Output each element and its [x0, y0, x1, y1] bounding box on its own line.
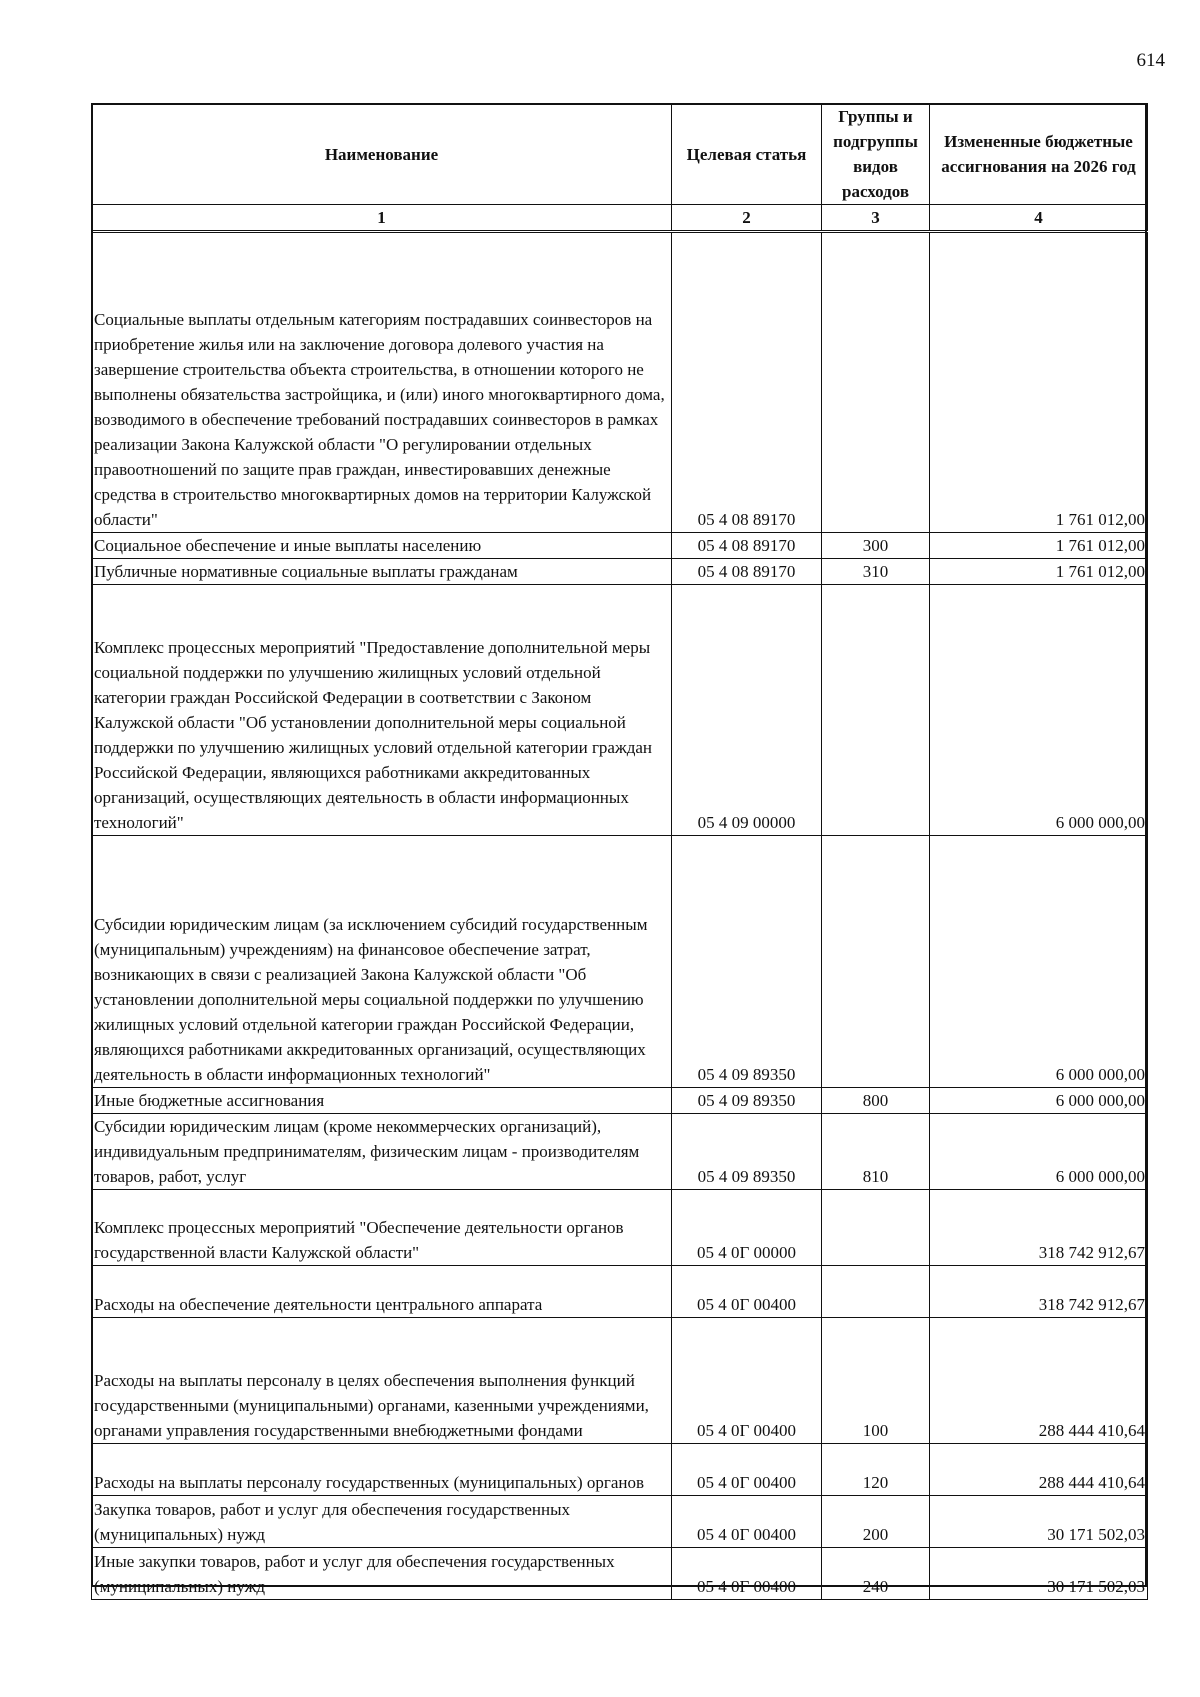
table-row — [92, 232, 1148, 533]
table-row — [92, 1444, 1148, 1496]
row-expense-group: 100 — [822, 1318, 930, 1444]
row-target-code: 05 4 08 89170 — [672, 559, 822, 585]
table-row — [92, 559, 1148, 585]
row-amount: 1 761 012,00 — [930, 559, 1148, 585]
row-name: Расходы на выплаты персоналу государственных (муниципальных) органов — [92, 1444, 672, 1496]
page-number: 614 — [1136, 50, 1165, 71]
row-amount: 30 171 502,03 — [930, 1548, 1148, 1600]
row-name: Расходы на выплаты персоналу в целях обеспечения выполнения функций государственными (муниципальными) органами, казенными учреждениями, органами управления государственными внебюджетными фондами — [92, 1318, 672, 1444]
row-name: Закупка товаров, работ и услуг для обеспечения государственных (муниципальных) нужд — [92, 1496, 672, 1548]
row-target-code: 05 4 0Г 00000 — [672, 1190, 822, 1266]
row-expense-group — [822, 836, 930, 1088]
row-target-code: 05 4 0Г 00400 — [672, 1318, 822, 1444]
row-amount: 6 000 000,00 — [930, 1114, 1148, 1190]
row-amount: 288 444 410,64 — [930, 1444, 1148, 1496]
row-target-code: 05 4 08 89170 — [672, 533, 822, 559]
row-amount: 30 171 502,03 — [930, 1496, 1148, 1548]
column-number: 3 — [822, 205, 930, 232]
table-row — [92, 836, 1148, 1088]
row-amount: 6 000 000,00 — [930, 1088, 1148, 1114]
column-number: 2 — [672, 205, 822, 232]
row-name: Расходы на обеспечение деятельности центрального аппарата — [92, 1266, 672, 1318]
row-expense-group — [822, 232, 930, 533]
row-expense-group — [822, 1190, 930, 1266]
row-amount: 288 444 410,64 — [930, 1318, 1148, 1444]
row-expense-group: 810 — [822, 1114, 930, 1190]
row-name: Субсидии юридическим лицам (за исключением субсидий государственным (муниципальным) учреждениям) на финансовое обеспечение затрат, возникающих в связи с реализацией Закона Калужской области "Об установлении дополнительной меры социальной поддержки по улучшению жилищных условий отдельной категории граждан Российской Федерации, являющихся работниками аккредитованных организаций, осуществляющих деятельность в области информационных технологий" — [92, 836, 672, 1088]
row-target-code: 05 4 09 00000 — [672, 585, 822, 836]
table-row — [92, 1190, 1148, 1266]
row-expense-group: 200 — [822, 1496, 930, 1548]
row-name: Комплекс процессных мероприятий "Предоставление дополнительной меры социальной поддержки по улучшению жилищных условий отдельной категории граждан Российской Федерации в соответствии с Законом Калужской области "Об установлении дополнительной меры социальной поддержки по улучшению жилищных условий отдельной категории граждан Российской Федерации, являющихся работниками аккредитованных организаций, осуществляющих деятельность в области информационных технологий" — [92, 585, 672, 836]
header-amount: Измененные бюджетные ассигнования на 2026 год — [930, 104, 1148, 205]
row-amount: 318 742 912,67 — [930, 1266, 1148, 1318]
row-expense-group: 120 — [822, 1444, 930, 1496]
row-amount: 318 742 912,67 — [930, 1190, 1148, 1266]
row-expense-group: 800 — [822, 1088, 930, 1114]
row-name: Комплекс процессных мероприятий "Обеспечение деятельности органов государственной власти Калужской области" — [92, 1190, 672, 1266]
budget-table — [91, 103, 1148, 1600]
column-number: 4 — [930, 205, 1148, 232]
row-target-code: 05 4 0Г 00400 — [672, 1266, 822, 1318]
row-target-code: 05 4 08 89170 — [672, 232, 822, 533]
row-target-code: 05 4 09 89350 — [672, 836, 822, 1088]
row-name: Социальное обеспечение и иные выплаты населению — [92, 533, 672, 559]
row-name: Субсидии юридическим лицам (кроме некоммерческих организаций), индивидуальным предпринимателям, физическим лицам - производителям товаров, работ, услуг — [92, 1114, 672, 1190]
row-target-code: 05 4 0Г 00400 — [672, 1548, 822, 1600]
row-target-code: 05 4 0Г 00400 — [672, 1444, 822, 1496]
row-amount: 1 761 012,00 — [930, 533, 1148, 559]
table-row — [92, 1114, 1148, 1190]
table-row — [92, 585, 1148, 836]
table-row — [92, 1548, 1148, 1600]
row-amount: 6 000 000,00 — [930, 836, 1148, 1088]
row-name: Иные закупки товаров, работ и услуг для обеспечения государственных (муниципальных) нужд — [92, 1548, 672, 1600]
column-number: 1 — [92, 205, 672, 232]
row-expense-group: 240 — [822, 1548, 930, 1600]
table-row — [92, 533, 1148, 559]
row-expense-group: 300 — [822, 533, 930, 559]
row-target-code: 05 4 0Г 00400 — [672, 1496, 822, 1548]
row-amount: 6 000 000,00 — [930, 585, 1148, 836]
table-row — [92, 1088, 1148, 1114]
row-name: Иные бюджетные ассигнования — [92, 1088, 672, 1114]
row-name: Публичные нормативные социальные выплаты гражданам — [92, 559, 672, 585]
table-row — [92, 1318, 1148, 1444]
row-expense-group: 310 — [822, 559, 930, 585]
row-expense-group — [822, 585, 930, 836]
table-row — [92, 1496, 1148, 1548]
row-target-code: 05 4 09 89350 — [672, 1114, 822, 1190]
row-target-code: 05 4 09 89350 — [672, 1088, 822, 1114]
header-code: Целевая статья — [672, 104, 822, 205]
row-expense-group — [822, 1266, 930, 1318]
header-group: Группы и подгруппы видов расходов — [822, 104, 930, 205]
header-name: Наименование — [92, 104, 672, 205]
row-name: Социальные выплаты отдельным категориям пострадавших соинвесторов на приобретение жилья или на заключение договора долевого участия на завершение строительства объекта строительства, в отношении которого не выполнены обязательства застройщика, и (или) иного многоквартирного дома, возводимого в обеспечение требований пострадавших соинвесторов в рамках реализации Закона Калужской области "О регулировании отдельных правоотношений по защите прав граждан, инвестировавших денежные средства в строительство многоквартирных домов на территории Калужской области" — [92, 232, 672, 533]
row-amount: 1 761 012,00 — [930, 232, 1148, 533]
table-row — [92, 1266, 1148, 1318]
